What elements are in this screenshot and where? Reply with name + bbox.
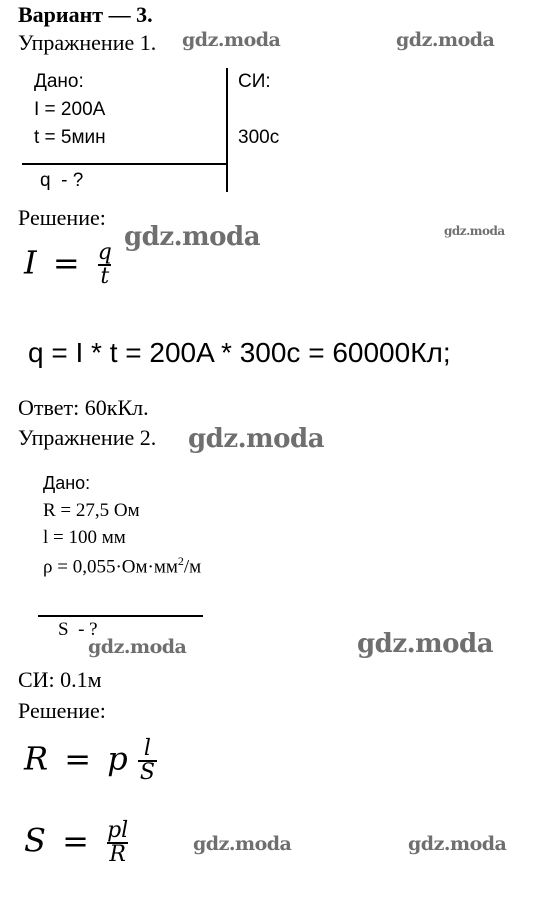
exercise-1-formula [24, 242, 114, 288]
watermark: gdz.moda [396, 29, 495, 51]
formula-lhs: I [24, 243, 37, 282]
given-current: I = 200A [34, 99, 106, 120]
formula-fraction [138, 738, 157, 784]
watermark: gdz.moda [188, 424, 325, 454]
page-title: Вариант — 3. [18, 2, 153, 27]
watermark: gdz.moda [182, 29, 281, 51]
formula-lhs: S [24, 821, 46, 860]
exercise-1-heading: Упражнение 1. [18, 30, 157, 55]
resistivity-main: ρ = 0,055·Ом·мм [43, 556, 178, 578]
exercise-1-answer: Ответ: 60кКл. [18, 395, 149, 420]
fraction-denominator: R [109, 842, 126, 867]
fraction-numerator: pl [107, 818, 129, 843]
si-value: 300с [238, 127, 280, 148]
watermark: gdz.moda [124, 222, 261, 252]
formula-lhs: R [24, 739, 49, 778]
find-quantity: q - ? [40, 170, 84, 191]
find-quantity: S - ? [58, 619, 98, 640]
formula-fraction [96, 242, 114, 288]
watermark: gdz.moda [408, 833, 507, 855]
fraction-numerator: q [97, 240, 112, 265]
exercise-2-formula-2 [24, 820, 130, 866]
given-divider-horizontal [38, 615, 203, 617]
watermark: gdz.moda [88, 636, 187, 658]
exercise-1-calculation: q = I * t = 200A * 300с = 60000Кл; [28, 337, 451, 368]
watermark: gdz.moda [444, 224, 505, 238]
resistivity-tail: /м [183, 556, 202, 578]
watermark: gdz.moda [357, 629, 494, 659]
formula-equals: = [64, 739, 92, 778]
given-label: Дано: [43, 473, 91, 493]
formula-equals: = [52, 243, 80, 282]
exercise-2-heading: Упражнение 2. [18, 425, 157, 450]
given-resistivity [43, 554, 201, 578]
exercise-2-si: СИ: 0.1м [18, 667, 102, 692]
formula-equals: = [62, 821, 89, 860]
formula-coefficient: p [107, 739, 128, 778]
given-time: t = 5мин [34, 127, 106, 148]
fraction-denominator: S [139, 760, 155, 785]
formula-fraction [105, 820, 130, 866]
watermark: gdz.moda [193, 833, 292, 855]
exercise-2-formula-1 [24, 738, 157, 784]
given-divider-vertical [226, 68, 228, 192]
given-divider-horizontal [22, 163, 227, 165]
given-length: l = 100 мм [43, 527, 126, 548]
exercise-1-solution-label: Решение: [18, 205, 106, 230]
fraction-numerator: l [143, 736, 151, 761]
fraction-denominator: t [100, 264, 110, 289]
given-resistance: R = 27,5 Ом [43, 500, 140, 521]
si-label: СИ: [238, 71, 271, 92]
given-label: Дано: [34, 71, 84, 92]
resistivity-exponent: 2 [177, 554, 184, 568]
exercise-2-solution-label: Решение: [18, 698, 106, 723]
